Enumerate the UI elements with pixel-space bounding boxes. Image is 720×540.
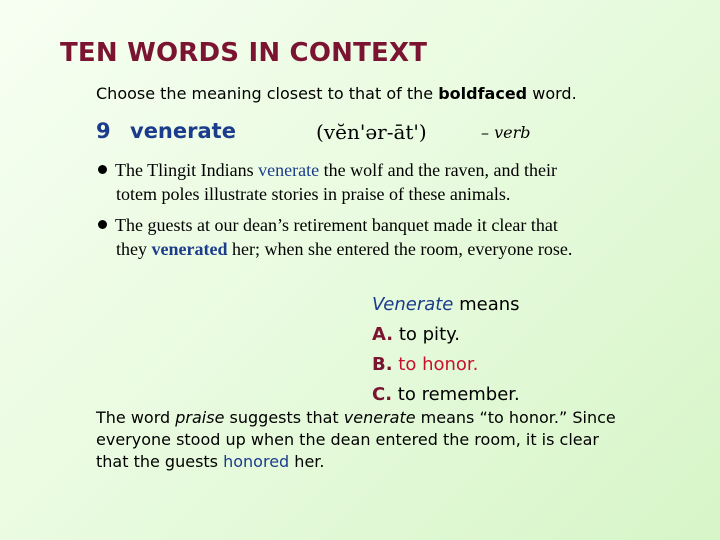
choice-c-text: to remember.: [397, 384, 520, 405]
choice-a-text: to pity.: [398, 324, 460, 345]
part-of-speech: – verb: [481, 123, 531, 142]
explanation-praise: praise: [175, 408, 225, 427]
sentence-2-line-2: [98, 237, 572, 261]
explanation-a: The word: [96, 408, 171, 427]
explanation-line-3: [96, 451, 616, 473]
sentence-2-text-b: they: [116, 239, 147, 259]
sentence-2-keyword: venerated: [151, 239, 228, 259]
answer-choices: [372, 290, 520, 410]
choice-b[interactable]: [372, 350, 520, 380]
choice-a-letter: A.: [372, 324, 394, 345]
explanation-venerate: venerate: [343, 408, 416, 427]
explanation-d: that the guests: [96, 452, 219, 471]
sentence-2-line-1: [98, 213, 572, 237]
bullet-icon: [98, 165, 107, 174]
choice-b-letter: B.: [372, 354, 393, 375]
example-sentence-1: [98, 158, 557, 206]
explanation-honored: honored: [223, 452, 290, 471]
choices-lead: [372, 290, 520, 320]
choice-c[interactable]: [372, 380, 520, 410]
explanation-text: [96, 407, 616, 473]
pronunciation: (vĕn'ər-āt'): [316, 120, 427, 144]
choices-lead-word: Venerate: [372, 294, 454, 315]
sentence-1-line-1: [98, 158, 557, 182]
word-number: 9: [96, 119, 111, 143]
sentence-1-line-2: totem poles illustrate stories in praise of these animals.: [116, 184, 511, 204]
explanation-c: means “to honor.” Since: [420, 408, 616, 427]
explanation-e: her.: [294, 452, 325, 471]
explanation-b: suggests that: [229, 408, 339, 427]
instruction-after: word.: [532, 84, 577, 103]
example-sentence-2: [98, 213, 572, 261]
choice-c-letter: C.: [372, 384, 393, 405]
explanation-line-2: everyone stood up when the dean entered the room, it is clear: [96, 430, 600, 449]
vocab-word: venerate: [130, 119, 236, 143]
sentence-1-text-a: The Tlingit Indians: [115, 160, 254, 180]
instruction-before: Choose the meaning closest to that of the: [96, 84, 434, 103]
explanation-line-1: [96, 407, 616, 429]
bullet-icon: [98, 220, 107, 229]
sentence-1-keyword: venerate: [258, 160, 320, 180]
choice-b-text: to honor.: [398, 354, 479, 375]
instruction-text: [96, 84, 577, 103]
page-title: TEN WORDS IN CONTEXT: [60, 38, 428, 68]
sentence-2-text-a: The guests at our dean’s retirement banquet made it clear that: [115, 215, 558, 235]
instruction-bold: boldfaced: [438, 84, 528, 103]
choices-lead-rest: means: [459, 294, 520, 315]
choice-a[interactable]: [372, 320, 520, 350]
sentence-2-text-c: her; when she entered the room, everyone rose.: [231, 239, 573, 259]
sentence-1-text-b: the wolf and the raven, and their: [323, 160, 558, 180]
